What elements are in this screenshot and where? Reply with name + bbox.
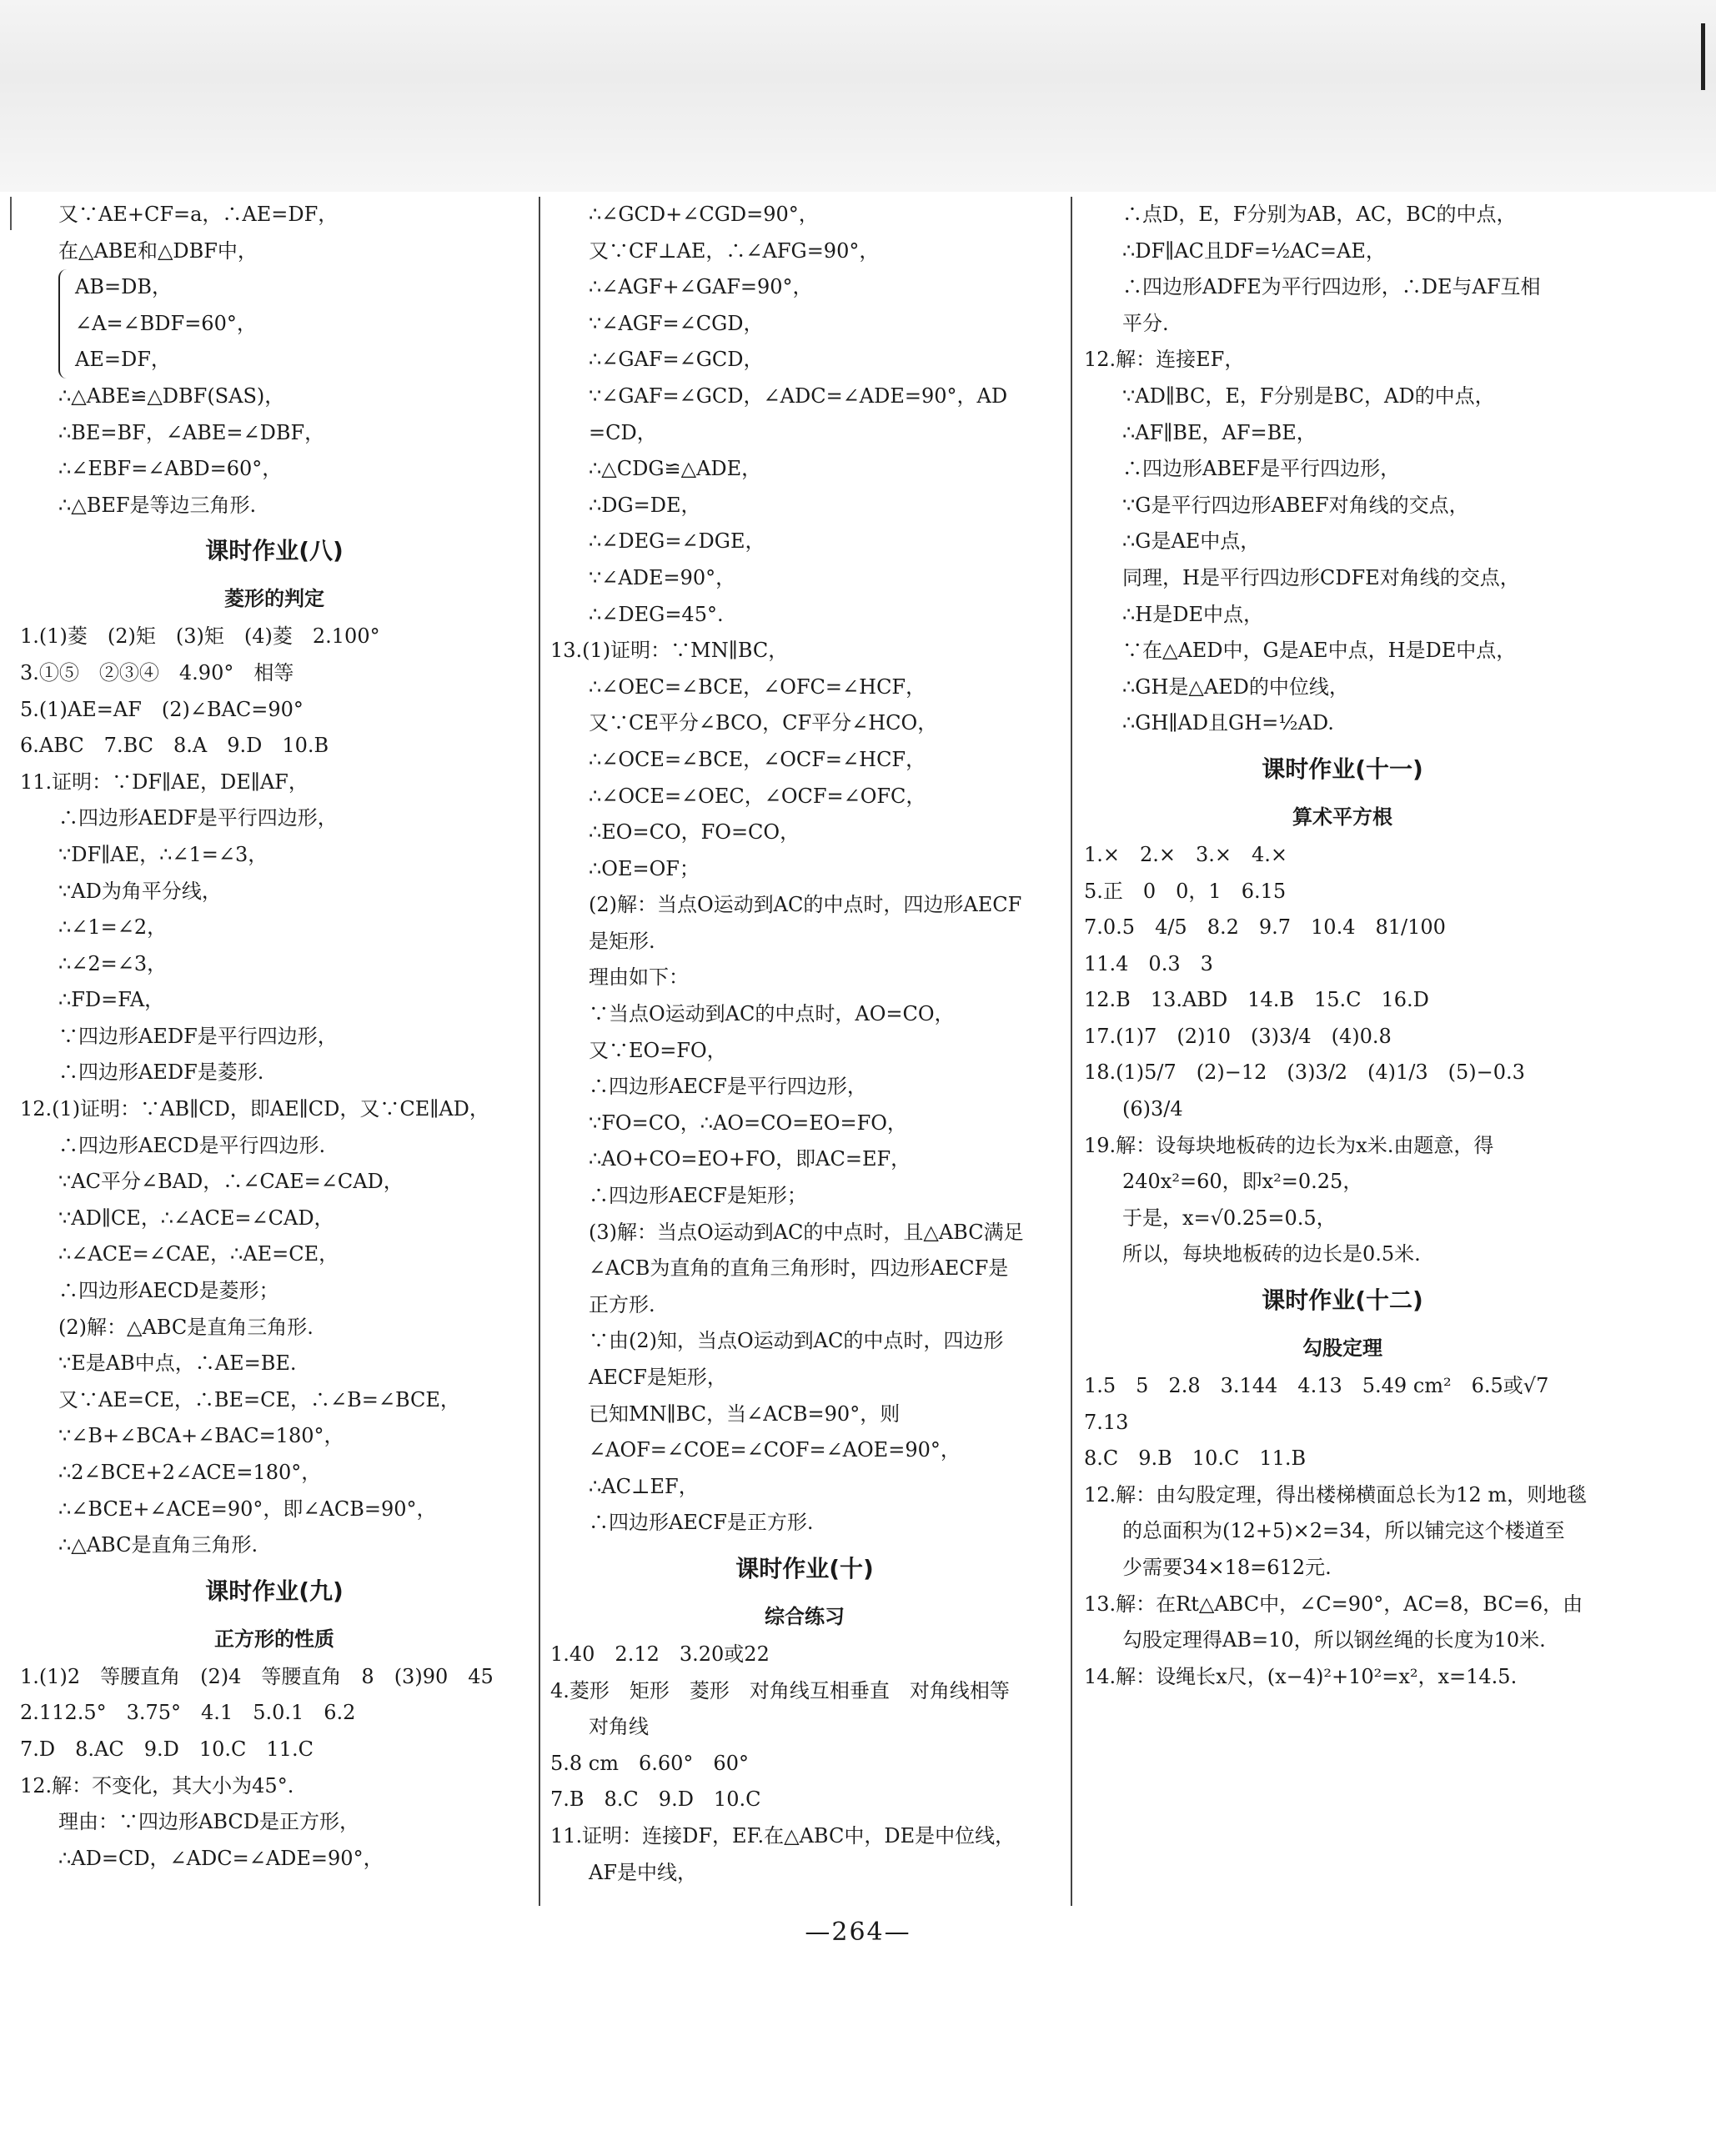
answer-line: 7.B 8.C 9.D 10.C	[550, 1787, 761, 1812]
text-line: AE=DF，	[75, 348, 171, 372]
text-line: ∴点D，E，F分别为AB，AC，BC的中点，	[1122, 203, 1517, 226]
answer-line: 12.解：由勾股定理，得出楼梯横面总长为12 m，则地毯	[1084, 1482, 1588, 1507]
text-line: ∴DF∥AC且DF=½AC=AE，	[1122, 238, 1386, 263]
text-line: 平分.	[1122, 311, 1169, 335]
answer-line: 12.(1)证明：∵AB∥CD，即AE∥CD，又∵CE∥AD，	[20, 1097, 489, 1121]
column-divider-2	[1071, 197, 1072, 1906]
text-line: ∴∠EBF=∠ABD=60°，	[58, 457, 283, 481]
answer-line: 于是，x=√0.25=0.5，	[1122, 1206, 1337, 1230]
text-line: ∴四边形ADFE为平行四边形，∴DE与AF互相	[1122, 275, 1541, 299]
text-line: 同理，H是平行四边形CDFE对角线的交点，	[1122, 565, 1520, 589]
text-line: 是矩形.	[589, 929, 655, 953]
answer-line: 240x²=60，即x²=0.25，	[1122, 1170, 1363, 1194]
section-subtitle: 正方形的性质	[214, 1627, 334, 1651]
answer-line: 5.8 cm 6.60° 60°	[550, 1751, 749, 1775]
text-line: ∴四边形AECF是正方形.	[589, 1511, 814, 1535]
section-10-body	[550, 1637, 1059, 1891]
answer-line: 1.(1)2 等腰直角 (2)4 等腰直角 8 (3)90 45	[20, 1664, 494, 1688]
answer-line: 13.解：在Rt△ABC中，∠C=90°，AC=8，BC=6，由	[1084, 1592, 1583, 1616]
section-title: 课时作业(八)	[205, 537, 344, 565]
answer-line: ∵∠B+∠BCA+∠BAC=180°，	[58, 1424, 344, 1448]
answer-line: 11.4 0.3 3	[1084, 951, 1213, 975]
answer-line: 所以，每块地板砖的边长是0.5米.	[1122, 1242, 1421, 1266]
column-1	[20, 197, 529, 1914]
answer-line: ∴∠1=∠2，	[58, 915, 168, 940]
text-line: ∴∠DEG=45°.	[589, 602, 724, 626]
text-line: 又∵AE+CF=a，∴AE=DF，	[58, 203, 339, 226]
text-line: ∠ACB为直角的直角三角形时，四边形AECF是	[589, 1256, 1009, 1281]
answer-line: ∵AC平分∠BAD，∴∠CAE=∠CAD，	[58, 1170, 404, 1194]
brace-group	[20, 269, 529, 379]
answer-line: 少需要34×18=612元.	[1122, 1556, 1332, 1579]
section-title: 课时作业(十一)	[1262, 755, 1423, 783]
text-line: ∴OE=OF；	[589, 856, 700, 880]
answer-line: ∴四边形AEDF是菱形.	[58, 1060, 264, 1085]
col1-block-b	[20, 379, 529, 524]
col2-block-a	[550, 197, 1059, 1542]
text-line: =CD，	[589, 420, 657, 444]
answer-line: 勾股定理得AB=10，所以钢丝绳的长度为10米.	[1122, 1628, 1546, 1652]
answer-line: ∴∠ACE=∠CAE，∴AE=CE，	[58, 1242, 339, 1266]
text-line: 13.(1)证明：∵MN∥BC，	[550, 639, 789, 663]
answer-line: 1.40 2.12 3.20或22	[550, 1642, 770, 1666]
answer-line: 11.证明：连接DF，EF.在△ABC中，DE是中位线，	[550, 1823, 1016, 1848]
answer-line: ∵四边形AEDF是平行四边形，	[58, 1024, 338, 1048]
answer-line: 12.解：不变化，其大小为45°.	[20, 1773, 294, 1798]
answer-line: 2.112.5° 3.75° 4.1 5.0.1 6.2	[20, 1701, 356, 1725]
text-line: ∴H是DE中点，	[1122, 602, 1263, 626]
text-line: ∴∠OEC=∠BCE，∠OFC=∠HCF，	[589, 674, 926, 699]
text-line: 又∵CE平分∠BCO，CF平分∠HCO，	[589, 711, 938, 735]
answer-line: 18.(1)5/7 (2)−12 (3)3/2 (4)1/3 (5)−0.3	[1084, 1060, 1525, 1085]
answer-line: 3.①⑤ ②③④ 4.90° 相等	[20, 660, 294, 684]
answer-line: 5.正 0 0，1 6.15	[1084, 879, 1287, 903]
text-line: ∵∠ADE=90°，	[589, 565, 736, 589]
answer-line: ∵AD∥CE，∴∠ACE=∠CAD，	[58, 1206, 334, 1230]
text-line: 理由如下：	[589, 965, 689, 990]
text-line: ∴AF∥BE，AF=BE，	[1122, 420, 1317, 444]
answer-line: 12.B 13.ABD 14.B 15.C 16.D	[1084, 988, 1429, 1012]
answer-line: 4.菱形 矩形 菱形 对角线互相垂直 对角线相等	[550, 1678, 1010, 1702]
answer-line: ∵E是AB中点，∴AE=BE.	[58, 1351, 297, 1376]
answer-line: ∴四边形AEDF是平行四边形，	[58, 806, 338, 830]
answer-line: 又∵AE=CE，∴BE=CE，∴∠B=∠BCE，	[58, 1387, 460, 1411]
answer-line: 的总面积为(12+5)×2=34，所以铺完这个楼道至	[1122, 1519, 1565, 1543]
text-line: ∴∠GAF=∠GCD，	[589, 348, 764, 372]
answer-line: ∴四边形AECD是菱形；	[58, 1279, 279, 1303]
section-8-body	[20, 619, 529, 1563]
text-line: ∵AD∥BC，E，F分别是BC，AD的中点，	[1122, 384, 1495, 408]
col1-block-a	[20, 197, 529, 269]
answer-line: 1.5 5 2.8 3.144 4.13 5.49 cm² 6.5或√7	[1084, 1374, 1549, 1398]
page-number: —264—	[805, 1918, 911, 1947]
answer-line: ∴2∠BCE+2∠ACE=180°，	[58, 1461, 322, 1484]
text-line: 12.解：连接EF，	[1084, 348, 1245, 372]
answer-line: 1.(1)菱 (2)矩 (3)矩 (4)菱 2.100°	[20, 624, 380, 649]
answer-line: 11.证明：∵DF∥AE，DE∥AF，	[20, 770, 309, 794]
text-line: ∵FO=CO，∴AO=CO=EO=FO，	[589, 1111, 907, 1135]
text-line: 又∵CF⊥AE，∴∠AFG=90°，	[589, 238, 880, 263]
text-line: ∴EO=CO，FO=CO，	[589, 820, 800, 845]
section-subtitle: 勾股定理	[1302, 1336, 1382, 1361]
answer-line: ∴FD=FA，	[58, 988, 165, 1012]
text-line: ∴∠OCE=∠OEC，∠OCF=∠OFC，	[589, 784, 926, 808]
answer-line: (2)解：△ABC是直角三角形.	[58, 1315, 314, 1339]
text-line: ∵当点O运动到AC的中点时，AO=CO，	[589, 1002, 955, 1026]
answer-line: 19.解：设每块地板砖的边长为x米.由题意，得	[1084, 1133, 1494, 1157]
text-line: ∴AO+CO=EO+FO，即AC=EF，	[589, 1147, 911, 1171]
section-12-body	[1084, 1368, 1601, 1695]
text-line: ∴GH是△AED的中位线，	[1122, 674, 1349, 699]
binding-mark	[1701, 23, 1705, 90]
answer-line: ∴△ABC是直角三角形.	[58, 1533, 258, 1557]
text-line: ∵在△AED中，G是AE中点，H是DE中点，	[1122, 639, 1517, 663]
answer-line: (6)3/4	[1122, 1097, 1183, 1121]
text-line: AECF是矩形，	[589, 1366, 727, 1389]
text-line: ∴∠DEG=∠DGE，	[589, 529, 765, 554]
section-11-body	[1084, 837, 1601, 1273]
text-line: ∴△BEF是等边三角形.	[58, 493, 257, 517]
text-line: ∴DG=DE，	[589, 493, 701, 517]
text-line: AB=DB，	[75, 275, 172, 299]
text-line: ∴AC⊥EF，	[589, 1474, 699, 1498]
col3-block-a	[1084, 197, 1601, 742]
text-line: ∴G是AE中点，	[1122, 529, 1261, 554]
section-subtitle: 综合练习	[765, 1604, 845, 1628]
answer-line: AF是中线，	[589, 1860, 697, 1884]
answer-line: 7.13	[1084, 1410, 1129, 1434]
column-divider-1	[539, 197, 540, 1906]
column-3	[1084, 197, 1601, 1914]
text-line: 又∵EO=FO，	[589, 1038, 727, 1062]
answer-line: ∵AD为角平分线，	[58, 879, 222, 903]
section-9-body	[20, 1659, 529, 1878]
answer-line: 理由：∵四边形ABCD是正方形，	[58, 1810, 360, 1834]
text-line: ∵∠AGF=∠CGD，	[589, 311, 764, 335]
text-line: ∵G是平行四边形ABEF对角线的交点，	[1122, 493, 1469, 517]
answer-line: 对角线	[589, 1715, 649, 1739]
text-line: ∠AOF=∠COE=∠COF=∠AOE=90°，	[589, 1438, 961, 1462]
section-title: 课时作业(十二)	[1262, 1286, 1423, 1315]
answer-line: 7.0.5 4/5 8.2 9.7 10.4 81/100	[1084, 915, 1446, 940]
answer-line: 5.(1)AE=AF (2)∠BAC=90°	[20, 697, 304, 721]
text-line: 正方形.	[589, 1292, 655, 1316]
section-title: 课时作业(九)	[205, 1577, 344, 1605]
answer-line: 14.解：设绳长x尺，(x−4)²+10²=x²，x=14.5.	[1084, 1664, 1518, 1688]
text-line: ∴四边形AECF是平行四边形，	[589, 1075, 867, 1099]
answer-line: 8.C 9.B 10.C 11.B	[1084, 1447, 1307, 1471]
answer-line: ∴∠2=∠3，	[58, 951, 168, 975]
text-line: ∴四边形ABEF是平行四边形，	[1122, 457, 1401, 481]
answer-line: ∴AD=CD，∠ADC=∠ADE=90°，	[58, 1846, 384, 1870]
answer-line: 7.D 8.AC 9.D 10.C 11.C	[20, 1737, 314, 1761]
text-line: ∵由(2)知，当点O运动到AC的中点时，四边形	[589, 1329, 1004, 1353]
text-line: (2)解：当点O运动到AC的中点时，四边形AECF	[589, 893, 1022, 917]
margin-line	[10, 197, 12, 230]
text-line: ∵∠GAF=∠GCD，∠ADC=∠ADE=90°，AD	[589, 384, 1008, 408]
header-band	[0, 0, 1716, 192]
answer-line: 6.ABC 7.BC 8.A 9.D 10.B	[20, 734, 329, 758]
text-line: ∴∠OCE=∠BCE，∠OCF=∠HCF，	[589, 747, 926, 771]
left-brace	[58, 269, 72, 379]
text-line: ∴BE=BF，∠ABE=∠DBF，	[58, 420, 325, 444]
answer-line: 1.× 2.× 3.× 4.×	[1084, 842, 1288, 866]
text-line: ∴△ABE≌△DBF(SAS)，	[58, 384, 285, 408]
column-2	[550, 197, 1059, 1914]
section-title: 课时作业(十)	[735, 1554, 874, 1582]
text-line: ∴∠AGF+∠GAF=90°，	[589, 275, 813, 299]
section-subtitle: 菱形的判定	[224, 587, 324, 611]
answer-line: 17.(1)7 (2)10 (3)3/4 (4)0.8	[1084, 1024, 1392, 1048]
text-line: ∴GH∥AD且GH=½AD.	[1122, 711, 1334, 735]
section-subtitle: 算术平方根	[1292, 805, 1392, 829]
answer-line: ∴∠BCE+∠ACE=90°，即∠ACB=90°，	[58, 1497, 437, 1521]
text-line: ∠A=∠BDF=60°，	[75, 311, 257, 335]
answer-line: ∴四边形AECD是平行四边形.	[58, 1133, 326, 1157]
answer-line: ∵DF∥AE，∴∠1=∠3，	[58, 842, 268, 866]
text-line: 已知MN∥BC，当∠ACB=90°，则	[589, 1401, 901, 1426]
text-line: (3)解：当点O运动到AC的中点时，且△ABC满足	[589, 1220, 1024, 1244]
text-line: 在△ABE和△DBF中，	[58, 238, 258, 263]
text-line: ∴△CDG≌△ADE，	[589, 457, 762, 481]
text-line: ∴∠GCD+∠CGD=90°，	[589, 203, 819, 226]
text-line: ∴四边形AECF是矩形；	[589, 1184, 807, 1208]
